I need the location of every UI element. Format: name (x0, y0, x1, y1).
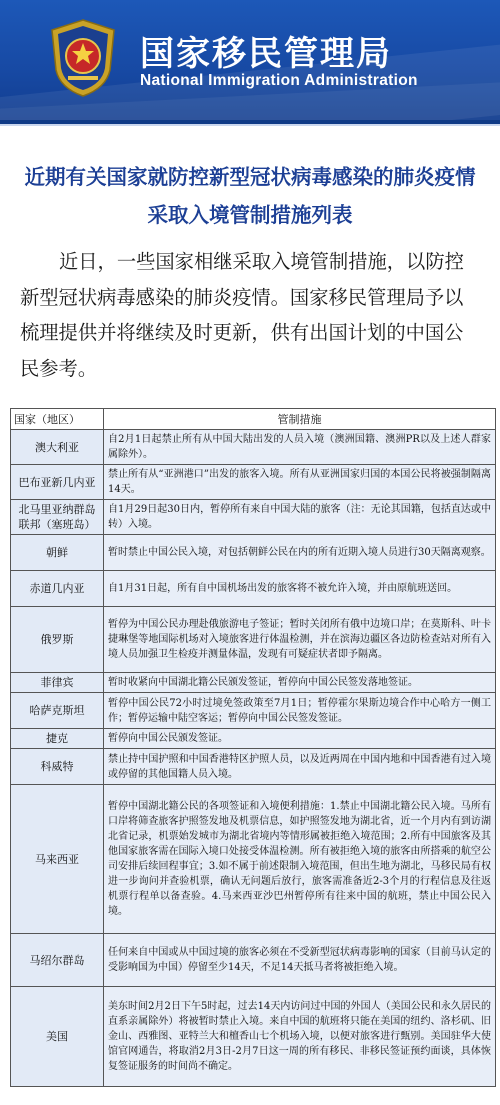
country-cell: 捷克 (11, 729, 104, 749)
table-row (11, 785, 496, 934)
table-row (11, 571, 496, 607)
measure-cell: 暂停中国公民72小时过境免签政策至7月1日；暂停霍尔果斯边境合作中心哈方一侧工作；暂停运输中陆空客运；暂停向中国公民签发签证。 (104, 693, 496, 729)
measure-cell: 美东时间2月2日下午5时起，过去14天内访问过中国的外国人（美国公民和永久居民的直系亲属除外）将被暂时禁止入境。来自中国的航班将只能在美国的纽约、洛杉矶、旧金山、西雅图、亚特兰大和檀香山七个机场入境，以便对旅客进行甄别。美国驻华大使馆官网通告，将取消2月3日-2月7日这一周的所有移民、非移民签证预约面谈，具体恢复签证服务的时间尚不确定。 (104, 987, 496, 1087)
table-row (11, 749, 496, 785)
table-row (11, 693, 496, 729)
measure-cell: 暂停为中国公民办理赴俄旅游电子签证；暂时关闭所有俄中边境口岸；在莫斯科、叶卡捷琳堡等地国际机场对入境旅客进行体温检测，并在滨海边疆区各边防检查站对所有入境人员加强卫生检疫并测量体温，发现有可疑症状者即予隔离。 (104, 607, 496, 673)
measure-cell: 自2月1日起禁止所有从中国大陆出发的人员入境（澳洲国籍、澳洲PR以及上述人群家属除外）。 (104, 430, 496, 465)
header-banner (0, 0, 500, 120)
country-cell: 哈萨克斯坦 (11, 693, 104, 729)
country-cell: 美国 (11, 987, 104, 1087)
table-row (11, 987, 496, 1087)
country-cell: 赤道几内亚 (11, 571, 104, 607)
country-cell: 科威特 (11, 749, 104, 785)
agency-title-english: National Immigration Administration (140, 72, 418, 89)
table-row (11, 673, 496, 693)
measure-cell: 自1月31日起，所有自中国机场出发的旅客将不被允许入境，并由原航班送回。 (104, 571, 496, 607)
intro-paragraph: 近日，一些国家相继采取入境管制措施，以防控新型冠状病毒感染的肺炎疫情。国家移民管理局予以梳理提供并将继续及时更新，供有出国计划的中国公民参考。 (20, 250, 464, 380)
table-row (11, 934, 496, 987)
country-cell: 马绍尔群岛 (11, 934, 104, 987)
country-cell: 朝鲜 (11, 535, 104, 571)
table-row (11, 465, 496, 500)
column-header-country: 国家（地区） (11, 409, 104, 430)
article-title: 近期有关国家就防控新型冠状病毒感染的肺炎疫情 (24, 165, 476, 189)
table-row (11, 607, 496, 673)
measure-cell: 暂时收紧向中国湖北籍公民颁发签证，暂停向中国公民签发落地签证。 (104, 673, 496, 693)
table-row (11, 430, 496, 465)
table-header-row (11, 409, 496, 430)
measure-cell: 暂停中国湖北籍公民的各项签证和入境便利措施：1.禁止中国湖北籍公民入境。马所有口岸将筛查旅客护照签发地及机票信息，如护照签发地为湖北省，近一个月内有到访湖北省记录，机票始发城市为湖北省境内等情形属被拒绝入境范围；2.所有中国旅客及其他国家旅客需在国际入境口处接受体温检测。所有被拒绝入境的旅客由所搭乘的航空公司安排后续回程事宜；3.如不属于前述限制入境范围，但出生地为湖北，马移民局有权进一步询问并查验机票，确认无问题后放行，旅客需准备近2-3个月的行程信息及往返机票行程单以备查验。4.马来西亚沙巴州暂停所有往来中国的航班，禁止中国公民入境。 (104, 785, 496, 934)
country-cell: 菲律宾 (11, 673, 104, 693)
article-title: 采取入境管制措施列表 (147, 203, 353, 227)
measure-cell: 任何来自中国或从中国过境的旅客必须在不受新型冠状病毒影响的国家（目前马认定的受影响国为中国）停留至少14天，不足14天抵马者将被拒绝入境。 (104, 934, 496, 987)
country-cell: 马来西亚 (11, 785, 104, 934)
measure-cell: 禁止持中国护照和中国香港特区护照人员，以及近两周在中国内地和中国香港有过入境或停留的其他国籍人员入境。 (104, 749, 496, 785)
column-header-measure: 管制措施 (104, 409, 496, 430)
country-cell: 澳大利亚 (11, 430, 104, 465)
table-row (11, 729, 496, 749)
country-cell: 巴布亚新几内亚 (11, 465, 104, 500)
police-emblem-icon (48, 18, 118, 98)
measure-cell: 暂停向中国公民颁发签证。 (104, 729, 496, 749)
table-row (11, 535, 496, 571)
country-cell: 北马里亚纳群岛联邦（塞班岛） (11, 500, 104, 535)
measure-cell: 禁止所有从“亚洲港口”出发的旅客入境。所有从亚洲国家归国的本国公民将被强制隔离14天。 (104, 465, 496, 500)
entry-control-table (10, 408, 496, 1087)
measure-cell: 自1月29日起30日内，暂停所有来自中国大陆的旅客（注：无论其国籍，包括直达或中转）入境。 (104, 500, 496, 535)
table-row (11, 500, 496, 535)
measure-cell: 暂时禁止中国公民入境，对包括朝鲜公民在内的所有近期入境人员进行30天隔离观察。 (104, 535, 496, 571)
country-cell: 俄罗斯 (11, 607, 104, 673)
divider (0, 124, 500, 126)
agency-title: 国家移民管理局 (140, 34, 392, 74)
